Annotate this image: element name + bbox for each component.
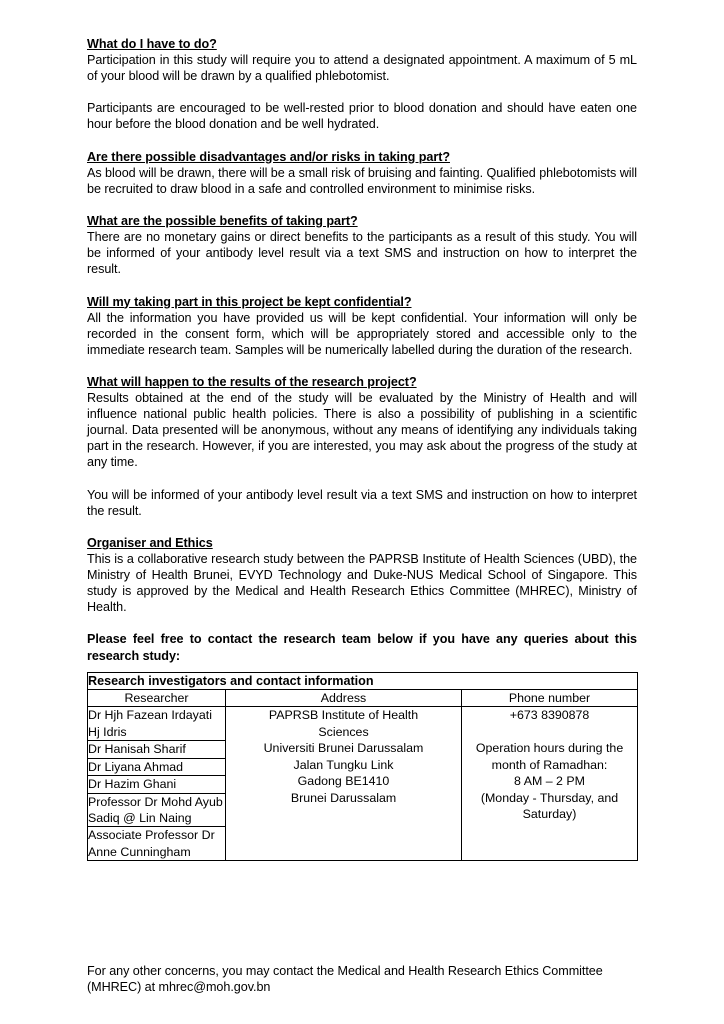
researcher-name-cell: Dr Liyana Ahmad <box>88 758 226 775</box>
column-header-address: Address <box>226 690 462 707</box>
section-disadvantages-risks <box>87 149 637 197</box>
section-paragraph: Participants are encouraged to be well-rested prior to blood donation and should have eaten one hour before the blood donation and be well hydrated. <box>87 101 637 132</box>
research-contact-table <box>87 672 638 861</box>
table-header-row <box>88 690 638 707</box>
phone-line: Operation hours during the <box>475 741 624 756</box>
address-line: PAPRSB Institute of Health <box>268 708 419 723</box>
researcher-name-cell: Dr Hjh Fazean Irdayati Hj Idris <box>88 707 226 741</box>
phone-line: month of Ramadhan: <box>491 757 608 772</box>
column-header-researcher: Researcher <box>88 690 226 707</box>
section-organiser-and-ethics <box>87 535 637 615</box>
column-header-phone: Phone number <box>462 690 638 707</box>
table-title-cell: Research investigators and contact information <box>88 672 638 689</box>
phone-cell <box>462 707 638 861</box>
footer-contact-note: For any other concerns, you may contact the Medical and Health Research Ethics Committee (MHREC) at mhrec@moh.gov.bn <box>87 964 603 995</box>
researcher-name-cell: Associate Professor Dr Anne Cunningham <box>88 827 226 861</box>
paragraph-spacer <box>87 471 637 487</box>
address-line: Gadong BE1410 <box>297 774 390 789</box>
paragraph-spacer <box>87 84 637 100</box>
section-paragraph: As blood will be drawn, there will be a small risk of bruising and fainting. Qualified phlebotomists will be recruited to draw blood in a safe and controlled environment to minimise risks. <box>87 165 637 196</box>
section-spacer <box>87 133 637 149</box>
table-row <box>88 707 638 741</box>
section-spacer <box>87 519 637 535</box>
section-paragraph: This is a collaborative research study between the PAPRSB Institute of Health Sciences (UBD), the Ministry of Health Brunei, EVYD Technology and Duke-NUS Medical School of Singapore. This study is approved by the Medical and Health Research Ethics Committee (MHREC), Ministry of Health. <box>87 552 637 615</box>
section-heading: What do I have to do? <box>87 37 217 51</box>
phone-line-blank <box>462 724 637 740</box>
section-heading: What will happen to the results of the research project? <box>87 374 417 389</box>
section-heading: Organiser and Ethics <box>87 535 213 550</box>
section-spacer <box>87 615 637 631</box>
section-possible-benefits <box>87 213 637 277</box>
section-heading: What are the possible benefits of taking part? <box>87 214 358 229</box>
section-what-do-i-have-to-do <box>87 36 637 133</box>
phone-line: (Monday - Thursday, and <box>480 790 619 805</box>
section-results-of-research <box>87 374 637 519</box>
section-spacer <box>87 197 637 213</box>
section-spacer <box>87 277 637 293</box>
section-confidentiality <box>87 294 637 358</box>
researcher-name-cell: Dr Hazim Ghani <box>88 776 226 793</box>
phone-line: 8 AM – 2 PM <box>514 774 585 789</box>
document-body <box>87 36 637 861</box>
researcher-name-cell: Dr Hanisah Sharif <box>88 741 226 758</box>
contact-intro-text: Please feel free to contact the research team below if you have any queries about this research study: <box>87 632 637 663</box>
table-title-row <box>88 672 638 689</box>
phone-line: +673 8390878 <box>509 708 590 723</box>
section-paragraph: All the information you have provided us will be kept confidential. Your information will only be recorded in the consent form, which will be appropriately stored and accessible only to the immediate research team. Samples will be numerically labelled during the duration of the research. <box>87 310 637 357</box>
section-heading: Will my taking part in this project be kept confidential? <box>87 294 412 309</box>
section-paragraph: Results obtained at the end of the study will be evaluated by the Ministry of Health and will influence national public health policies. There is also a possibility of publishing in a scientific journal. Data presented will be anonymous, without any means of identifying any individuals taking part in the research. However, if you are interested, you may ask about the progress of the study at any time. <box>87 391 637 470</box>
address-line: Brunei Darussalam <box>290 790 397 805</box>
address-line: Sciences <box>318 724 369 739</box>
address-cell <box>226 707 462 861</box>
address-line: Jalan Tungku Link <box>293 757 394 772</box>
section-paragraph: You will be informed of your antibody level result via a text SMS and instruction on how to interpret the result. <box>87 487 637 518</box>
section-paragraph: Participation in this study will require you to attend a designated appointment. A maximum of 5 mL of your blood will be drawn by a qualified phlebotomist. <box>87 53 637 84</box>
phone-line: Saturday) <box>522 806 577 821</box>
address-line: Universiti Brunei Darussalam <box>263 741 424 756</box>
researcher-name-cell: Professor Dr Mohd Ayub Sadiq @ Lin Naing <box>88 793 226 827</box>
contact-table-wrapper <box>87 672 637 861</box>
section-paragraph: There are no monetary gains or direct benefits to the participants as a result of this study. You will be informed of your antibody level result via a text SMS and instruction on how to interpret the result. <box>87 230 637 277</box>
section-spacer <box>87 358 637 374</box>
section-heading: Are there possible disadvantages and/or risks in taking part? <box>87 149 450 164</box>
